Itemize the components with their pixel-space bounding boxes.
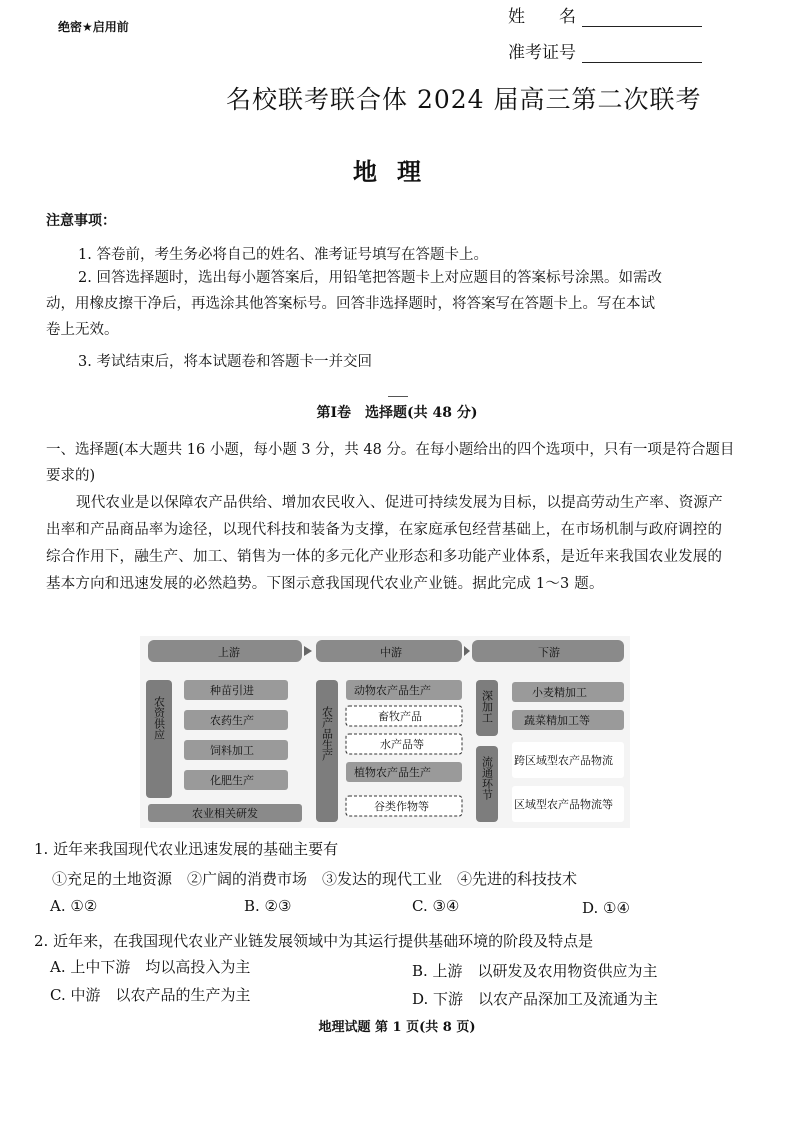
chain-item: 动物农产品生产 [354,684,431,697]
chain-item: 区域型农产品物流等 [514,798,613,811]
note-item: 3. 考试结束后，将本试题卷和答题卡一并交回 [78,354,372,370]
question-1-option: A. ①② [50,897,98,915]
chain-item: 种苗引进 [210,684,254,697]
stage-label: 中游 [380,646,402,659]
question-1-option: C. ③④ [412,897,460,915]
question-2-option: A. 上中下游 均以高投入为主 [50,958,251,976]
subject-title: 地理 [353,157,441,186]
question-2-option: D. 下游 以农产品深加工及流通为主 [412,990,659,1008]
chain-item: 农业相关研发 [192,807,258,820]
notes-heading: 注意事项： [46,213,116,229]
name-label: 姓 名 [508,7,576,27]
chain-item: 畜牧产品 [378,710,422,723]
industry-chain-diagram [140,636,630,828]
side-label: 流通环节 [480,756,494,800]
secret-label: 绝密★启用前 [58,20,129,34]
chain-item: 饲料加工 [210,744,254,757]
question-2-stem: 2. 近年来，在我国现代农业产业链发展领域中为其运行提供基础环境的阶段及特点是 [34,932,594,950]
passage: 现代农业是以保障农产品供给、增加农民收入、促进可持续发展为目标，以提高劳动生产率、资源产出率和产品商品率为途径，以现代科技和装备为支撑，在家庭承包经营基础上，在市场机制与政府调控的综合作用下，融生产、加工、销售为一体的多元化产业形态和多功能产业体系，是近年来我国农业发展的基本方向和迅速发展的必然趋势。下图示意我国现代农业产业链。据此完成 1～3 题。 [46,495,723,592]
exam-title: 名校联考联合体 2024 届高三第二次联考 [226,85,702,114]
question-2-option: B. 上游 以研发及农用物资供应为主 [412,962,658,980]
note-item: 动，用橡皮擦干净后，再选涂其他答案标号。回答非选择题时，将答案写在答题卡上。写在本试 [46,296,655,312]
note-item: 1. 答卷前，考生务必将自己的姓名、准考证号填写在答题卡上。 [78,247,488,263]
name-blank [582,12,702,27]
question-1-stem: 1. 近年来我国现代农业迅速发展的基础主要有 [34,840,339,858]
name-field [508,2,702,27]
chain-item: 蔬菜精加工等 [524,714,590,727]
chain-item: 跨区域型农产品物流 [514,754,613,767]
note-item: 卷上无效。 [46,322,119,338]
chain-item: 化肥生产 [210,774,254,787]
question-1-option: B. ②③ [244,897,292,915]
side-label: 农资供应 [152,696,166,740]
side-label: 深加工 [480,690,494,723]
question-1-option: D. ①④ [582,899,630,917]
id-blank [582,48,702,63]
chain-item: 植物农产品生产 [354,766,431,779]
stage-label: 下游 [538,646,560,659]
stage-label: 上游 [218,646,240,659]
id-label: 准考证号 [508,43,576,63]
side-label: 农产品生产 [320,706,334,761]
chain-item: 小麦精加工 [532,686,587,699]
id-field [508,38,702,63]
page-footer: 地理试题 第 1 页(共 8 页) [318,1020,476,1035]
chain-item: 农药生产 [210,714,254,727]
part-intro: 一、选择题(本大题共 16 小题，每小题 3 分，共 48 分。在每小题给出的四个选项中，只有一项是符合题目要求的) [46,442,735,484]
note-item: 2. 回答选择题时，选出每小题答案后，用铅笔把答题卡上对应题目的答案标号涂黑。如需改 [78,270,662,286]
question-1-items: ①充足的土地资源 ②广阔的消费市场 ③发达的现代工业 ④先进的科技技术 [52,870,578,888]
section-title: 第Ⅰ卷 选择题(共 48 分) [316,405,478,421]
chain-item: 水产品等 [380,738,424,751]
question-2-option: C. 中游 以农产品的生产为主 [50,986,251,1004]
chain-item: 谷类作物等 [374,800,429,813]
section-rule [388,396,408,397]
